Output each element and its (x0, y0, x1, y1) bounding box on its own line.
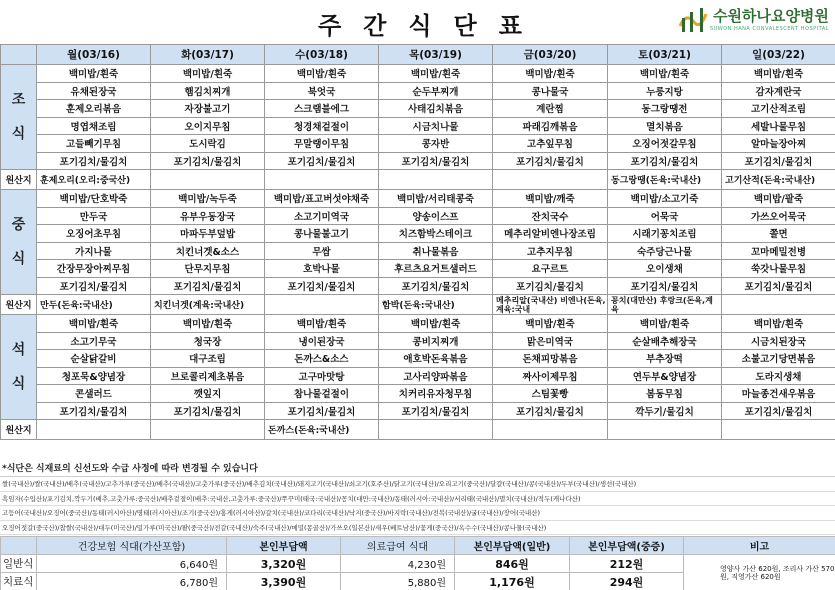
menu-row (1, 117, 835, 135)
menu-item: 순살배추해장국 (608, 332, 722, 350)
menu-item: 포기김치/물김치 (493, 402, 608, 420)
menu-item: 백미밥/표고버섯야채죽 (265, 190, 379, 208)
menu-item: 청국장 (151, 332, 265, 350)
menu-item: 도시락김 (151, 135, 265, 153)
menu-item: 호박나물 (265, 260, 379, 278)
origin-label: 원산지 (1, 295, 37, 315)
menu-item: 백미밥/흰죽 (37, 315, 151, 333)
menu-item: 깻잎지 (151, 385, 265, 403)
menu-item: 꼬마메밀전병 (722, 242, 835, 260)
day-header: 월(03/16) (37, 45, 151, 65)
menu-item: 치킨너겟&소스 (151, 242, 265, 260)
menu-item: 스크램블에그 (265, 100, 379, 118)
menu-item: 감자계란국 (722, 82, 835, 100)
meal-label: 중 식 (1, 190, 37, 295)
menu-item: 백미밥/흰죽 (151, 65, 265, 83)
menu-item: 청경채겉절이 (265, 117, 379, 135)
menu-item: 요구르트 (493, 260, 608, 278)
corner-cell (1, 45, 37, 65)
menu-item: 브로콜리제초볶음 (151, 367, 265, 385)
origin-cell (379, 170, 493, 190)
menu-item: 포기김치/물김치 (151, 152, 265, 170)
menu-row (1, 152, 835, 170)
menu-item: 포기김치/물김치 (722, 277, 835, 295)
menu-item: 콩나물불고기 (265, 225, 379, 243)
menu-item: 단무지무침 (151, 260, 265, 278)
menu-row (1, 277, 835, 295)
menu-item: 백미밥/흰죽 (379, 315, 493, 333)
menu-item: 파래김깨볶음 (493, 117, 608, 135)
menu-row (1, 225, 835, 243)
menu-item: 유채된장국 (37, 82, 151, 100)
header (0, 0, 835, 44)
menu-item: 깍두기/물김치 (608, 402, 722, 420)
menu-item: 백미밥/흰죽 (608, 65, 722, 83)
menu-row (1, 260, 835, 278)
origin-cell (493, 420, 608, 440)
fee-header: 본인부담액(일반) (455, 537, 570, 555)
menu-item: 쑥갓나물무침 (722, 260, 835, 278)
menu-row (1, 65, 835, 83)
origin-row (1, 170, 835, 190)
menu-row (1, 207, 835, 225)
menu-item: 맑은미역국 (493, 332, 608, 350)
fee-cell: 294원 (570, 573, 684, 590)
menu-item: 무쌈 (265, 242, 379, 260)
menu-item: 순두부찌개 (379, 82, 493, 100)
menu-item: 취나물볶음 (379, 242, 493, 260)
menu-item: 백미밥/팥죽 (722, 190, 835, 208)
menu-item: 세발나물무침 (722, 117, 835, 135)
menu-item: 포기김치/물김치 (493, 152, 608, 170)
menu-item: 백미밥/흰죽 (379, 65, 493, 83)
notes-section (0, 461, 835, 535)
menu-item: 고사리양파볶음 (379, 367, 493, 385)
menu-item: 짜사이제무침 (493, 367, 608, 385)
menu-item: 메추리알비엔나장조림 (493, 225, 608, 243)
menu-item: 멸치볶음 (608, 117, 722, 135)
logo-mark-icon (676, 4, 710, 36)
menu-item: 청포묵&양념장 (37, 367, 151, 385)
menu-row (1, 242, 835, 260)
menu-item: 백미밥/흰죽 (493, 315, 608, 333)
menu-item: 포기김치/물김치 (37, 152, 151, 170)
menu-item: 포기김치/물김치 (265, 277, 379, 295)
menu-item: 누룽지탕 (608, 82, 722, 100)
menu-item: 마늘종건새우볶음 (722, 385, 835, 403)
fee-cell: 3,390원 (227, 573, 341, 590)
menu-item: 포기김치/물김치 (379, 402, 493, 420)
day-header: 토(03/21) (608, 45, 722, 65)
menu-item: 백미밥/흰죽 (151, 315, 265, 333)
menu-item: 마파두부덮밥 (151, 225, 265, 243)
origin-line: 오징어젓갈(중국산)/찹쌀(국내산)/대두(미국산)/밀가루(미국산)/팥(중국산)/전갈(국내산)/숙주(국내산)/메밀(몽골산)/가쓰오(일본산)/새우(베트남산)/꽃게(중국산)/옥수수(국내산)/콩나물(국내산) (0, 521, 835, 536)
menu-item: 계란찜 (493, 100, 608, 118)
menu-item: 포기김치/물김치 (37, 402, 151, 420)
menu-item: 숙주당근나물 (608, 242, 722, 260)
menu-item: 알마늘장아찌 (722, 135, 835, 153)
menu-item: 포기김치/물김치 (608, 277, 722, 295)
menu-item: 동그랑땡전 (608, 100, 722, 118)
day-header-row (1, 45, 835, 65)
menu-item: 백미밥/흰죽 (37, 65, 151, 83)
fee-header: 비고 (684, 537, 835, 555)
menu-item: 고추지무침 (493, 242, 608, 260)
menu-item: 대구조림 (151, 350, 265, 368)
menu-item: 사태김치볶음 (379, 100, 493, 118)
menu-item: 콩비지찌개 (379, 332, 493, 350)
logo-subtitle: SUWON HANA CONVALESCENT HOSPITAL (709, 26, 829, 32)
menu-item: 명엽채조림 (37, 117, 151, 135)
fee-cell: 6,640원 (37, 555, 227, 573)
origin-line: 쌀(국내산)/쌀(국내산)/배추(국내산)/고추가루(중국산)/배추(국내산)/고춧가루(중국산)/배추김치(국내산)/돼지고기(국내산)/쇠고기(호주산)/닭고기(국내산)/오리고기(중국산)/달걀(국내산)/콩(국내산)/두부(국내산)/생선(국내산) (0, 477, 835, 492)
weekly-menu-table (0, 44, 835, 440)
day-header: 일(03/22) (722, 45, 835, 65)
menu-row (1, 135, 835, 153)
menu-item: 돈채피망볶음 (493, 350, 608, 368)
menu-item: 포기김치/물김치 (379, 152, 493, 170)
origin-cell: 돈까스(돈육:국내산) (265, 420, 379, 440)
menu-item: 유부우동장국 (151, 207, 265, 225)
menu-item: 포기김치/물김치 (493, 277, 608, 295)
menu-item: 연두부&양념장 (608, 367, 722, 385)
menu-item: 포기김치/물김치 (722, 402, 835, 420)
menu-item: 콩자반 (379, 135, 493, 153)
fee-header: 의료급여 식대 (341, 537, 455, 555)
menu-item: 가지나물 (37, 242, 151, 260)
origin-cell (493, 170, 608, 190)
page-title: 주간식단표 (318, 12, 544, 40)
hospital-logo (676, 4, 829, 36)
menu-item: 백미밥/흰죽 (722, 315, 835, 333)
menu-item: 애호박돈육볶음 (379, 350, 493, 368)
fee-row (1, 555, 835, 573)
day-header: 수(03/18) (265, 45, 379, 65)
menu-item: 콘샐러드 (37, 385, 151, 403)
menu-item: 북엇국 (265, 82, 379, 100)
origin-cell (722, 295, 835, 315)
origin-cell (722, 420, 835, 440)
fee-header: 본인부담액 (227, 537, 341, 555)
meal-fee-table (0, 536, 835, 590)
menu-item: 치커리유자청무침 (379, 385, 493, 403)
menu-item: 오이지무침 (151, 117, 265, 135)
menu-row (1, 190, 835, 208)
menu-row (1, 332, 835, 350)
menu-item: 소불고기당면볶음 (722, 350, 835, 368)
meal-label: 조 식 (1, 65, 37, 170)
menu-item: 오이생채 (608, 260, 722, 278)
origin-cell (265, 295, 379, 315)
fee-row-label: 치료식 (1, 573, 37, 590)
menu-item: 자장불고기 (151, 100, 265, 118)
origin-row (1, 420, 835, 440)
origin-label: 원산지 (1, 420, 37, 440)
menu-item: 양송이스프 (379, 207, 493, 225)
menu-item: 포기김치/물김치 (722, 152, 835, 170)
menu-item: 돈까스&소스 (265, 350, 379, 368)
menu-item: 소고기무국 (37, 332, 151, 350)
menu-item: 고기산적조림 (722, 100, 835, 118)
menu-item: 콩나물국 (493, 82, 608, 100)
fee-cell: 5,880원 (341, 573, 455, 590)
menu-row (1, 367, 835, 385)
menu-item: 포기김치/물김치 (37, 277, 151, 295)
menu-item: 가쓰오어묵국 (722, 207, 835, 225)
origin-cell (151, 170, 265, 190)
menu-item: 포기김치/물김치 (608, 152, 722, 170)
menu-item: 시래기꽁치조림 (608, 225, 722, 243)
menu-item: 냉이된장국 (265, 332, 379, 350)
menu-item: 치즈함박스테이크 (379, 225, 493, 243)
menu-item: 백미밥/깨죽 (493, 190, 608, 208)
origin-cell: 만두(돈육:국내산) (37, 295, 151, 315)
menu-row (1, 385, 835, 403)
logo-name: 수원하나요양병원 (712, 7, 829, 25)
fee-cell: 846원 (455, 555, 570, 573)
origin-cell (608, 420, 722, 440)
fee-cell: 212원 (570, 555, 684, 573)
menu-item: 잔치국수 (493, 207, 608, 225)
menu-row (1, 350, 835, 368)
origin-cell: 고기산적(돈육:국내산) (722, 170, 835, 190)
menu-item: 백미밥/서리태콩죽 (379, 190, 493, 208)
menu-item: 시금치된장국 (722, 332, 835, 350)
fee-header: 건강보험 식대(가산포함) (37, 537, 227, 555)
menu-row (1, 402, 835, 420)
menu-item: 햄김치찌개 (151, 82, 265, 100)
menu-item: 포기김치/물김치 (265, 402, 379, 420)
menu-item: 만두국 (37, 207, 151, 225)
day-header: 금(03/20) (493, 45, 608, 65)
origin-line: 고등어(국내산)/오징어(중국산)/동태(러시아산)/명태(러시아산)/조기(중국산)/홍게(러시아산)/갈치(국내산)/코다리(국내산)/낙지(중국산)/바지락(국내산)/전복(국내산)/굴(국내산)/장어(국내산) (0, 506, 835, 521)
menu-item: 순살닭갈비 (37, 350, 151, 368)
menu-item: 백미밥/흰죽 (265, 315, 379, 333)
menu-item: 고들빼기무침 (37, 135, 151, 153)
day-header: 목(03/19) (379, 45, 493, 65)
menu-item: 스팀꽃빵 (493, 385, 608, 403)
origin-line: 흑임자(수입산)/포기김치,깍두기(배추,고춧가루:중국산)/배추겉절이(배추:국내산,고춧가루:중국산)/쭈꾸미(태국:국내산)/꽁치(대만:국내산)/동태(러시아:국내산)/서리태(국내산)/멸치(국내산)/적두(캐나다산) (0, 492, 835, 507)
fee-header-row (1, 537, 835, 555)
menu-item: 백미밥/흰죽 (265, 65, 379, 83)
menu-item: 백미밥/흰죽 (493, 65, 608, 83)
origin-cell: 동그랑땡(돈육:국내산) (608, 170, 722, 190)
menu-item: 포기김치/물김치 (265, 152, 379, 170)
menu-item: 참나물겉절이 (265, 385, 379, 403)
menu-item: 오징어초무침 (37, 225, 151, 243)
origin-cell (37, 420, 151, 440)
fee-header-blank (1, 537, 37, 555)
fee-cell: 4,230원 (341, 555, 455, 573)
meal-label: 석 식 (1, 315, 37, 420)
menu-item: 포기김치/물김치 (151, 277, 265, 295)
origin-cell (265, 170, 379, 190)
day-header: 화(03/17) (151, 45, 265, 65)
menu-item: 고추잎무침 (493, 135, 608, 153)
menu-item: 백미밥/흰죽 (608, 315, 722, 333)
menu-item: 어묵국 (608, 207, 722, 225)
menu-item: 쫄면 (722, 225, 835, 243)
menu-item: 고구마맛탕 (265, 367, 379, 385)
menu-item: 봄동무침 (608, 385, 722, 403)
origin-cell (151, 420, 265, 440)
menu-item: 후르츠요거트샐러드 (379, 260, 493, 278)
menu-item: 백미밥/단호박죽 (37, 190, 151, 208)
menu-item: 포기김치/물김치 (379, 277, 493, 295)
menu-item: 부추장떡 (608, 350, 722, 368)
origin-cell: 함박(돈육:국내산) (379, 295, 493, 315)
menu-item: 포기김치/물김치 (151, 402, 265, 420)
fee-cell: 1,176원 (455, 573, 570, 590)
origin-row (1, 295, 835, 315)
menu-row (1, 100, 835, 118)
menu-item: 백미밥/녹두죽 (151, 190, 265, 208)
menu-item: 훈제오리볶음 (37, 100, 151, 118)
menu-item: 무말랭이무침 (265, 135, 379, 153)
fee-note: 영양사 가산 620원, 조리사 가산 570원, 직영가산 620원 (684, 555, 835, 590)
menu-item: 시금치나물 (379, 117, 493, 135)
origin-cell (379, 420, 493, 440)
menu-item: 백미밥/소고기죽 (608, 190, 722, 208)
menu-item: 백미밥/흰죽 (722, 65, 835, 83)
origin-cell: 꽁치(대만산) 후랑크(돈육,계육 (608, 295, 722, 315)
fee-header: 본인부담액(중증) (570, 537, 684, 555)
change-notice: *식단은 식재료의 신선도와 수급 사정에 따라 변경될 수 있습니다 (0, 461, 835, 477)
origin-label: 원산지 (1, 170, 37, 190)
origin-cell: 치킨너겟(계육:국내산) (151, 295, 265, 315)
menu-item: 오징어젓갈무침 (608, 135, 722, 153)
origin-cell: 메추리알(국내산) 비엔나(돈육,계육:국내 (493, 295, 608, 315)
fee-cell: 3,320원 (227, 555, 341, 573)
menu-item: 간장무장아찌무침 (37, 260, 151, 278)
origin-cell: 훈제오리(오리:중국산) (37, 170, 151, 190)
menu-item: 소고기미역국 (265, 207, 379, 225)
menu-row (1, 315, 835, 333)
menu-item: 도라지생채 (722, 367, 835, 385)
menu-row (1, 82, 835, 100)
fee-cell: 6,780원 (37, 573, 227, 590)
fee-row-label: 일반식 (1, 555, 37, 573)
